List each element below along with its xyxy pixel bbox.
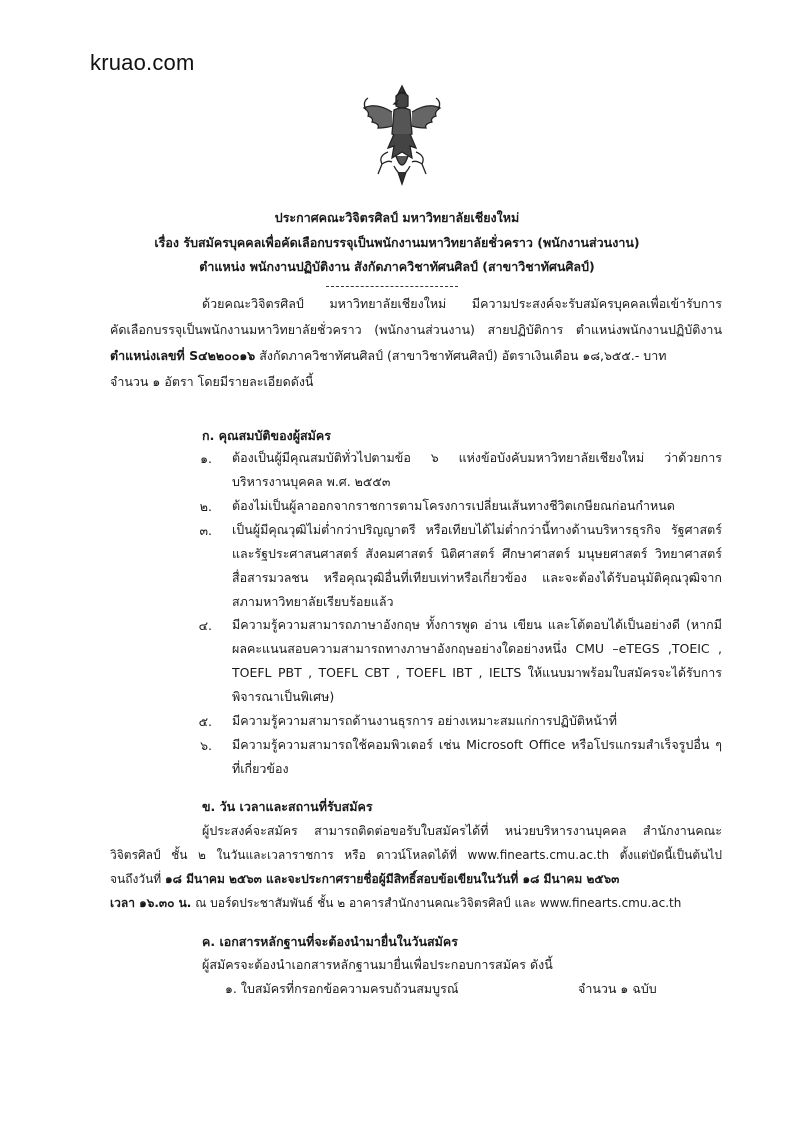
item-a2-number: ๒. bbox=[199, 499, 212, 514]
item-a1-number: ๑. bbox=[200, 451, 212, 466]
position-number: ตำแหน่งเลขที่ S๔๒๒๐๐๑๖ bbox=[110, 348, 256, 363]
item-a5-line-1: มีความรู้ความสามารถด้านงานธุรการ อย่างเหมาะสมแก่การปฏิบัติหน้าที่ bbox=[232, 713, 618, 728]
item-a1-line-2: บริหารงานบุคคล พ.ศ. ๒๕๕๓ bbox=[232, 474, 391, 489]
section-c-item-1-quantity: จำนวน ๑ ฉบับ bbox=[578, 981, 657, 996]
item-a6-line-2: ที่เกี่ยวข้อง bbox=[232, 761, 289, 776]
item-a3-line-4: สภามหาวิทยาลัยเรียบร้อยแล้ว bbox=[232, 594, 394, 609]
item-a5-number: ๕. bbox=[198, 714, 212, 729]
item-a3-line-1: เป็นผู้มีคุณวุฒิไม่ต่ำกว่าปริญญาตรี หรือเทียบได้ไม่ต่ำกว่านี้ทางด้านบริหารธุรกิจ รัฐศาสตร์ bbox=[232, 522, 722, 537]
item-a6-line-1: มีความรู้ความสามารถใช้คอมพิวเตอร์ เช่น Microsoft Office หรือโปรแกรมสำเร็จรูปอื่น ๆ bbox=[232, 737, 722, 752]
garuda-emblem bbox=[358, 82, 446, 186]
section-b-location: ณ บอร์ดประชาสัมพันธ์ ชั้น ๒ อาคารสำนักงานคณะวิจิตรศิลป์ และ www.finearts.cmu.ac.th bbox=[191, 896, 682, 910]
item-a3-line-3: สื่อสารมวลชน หรือคุณวุฒิอื่นที่เทียบเท่าหรือเกี่ยวข้อง และจะต้องได้รับอนุมัติคุณวุฒิจาก bbox=[232, 570, 722, 585]
item-a4-number: ๔. bbox=[198, 618, 212, 633]
announce-time: เวลา ๑๖.๓๐ น. bbox=[110, 896, 192, 910]
watermark-text: kruao.com bbox=[90, 50, 195, 75]
section-b-line-1: ผู้ประสงค์จะสมัคร สามารถติดต่อขอรับใบสมัครได้ที่ หน่วยบริหารงานบุคคล สำนักงานคณะ bbox=[202, 823, 722, 838]
intro-line-4: จำนวน ๑ อัตรา โดยมีรายละเอียดดังนี้ bbox=[110, 374, 314, 389]
section-b-line-2: วิจิตรศิลป์ ชั้น ๒ ในวันและเวลาราชการ หรือ ดาวน์โหลดได้ที่ www.finearts.cmu.ac.th ตั้งแต่บัดนี้เป็นต้นไป bbox=[110, 848, 722, 862]
section-b-line-3 bbox=[110, 870, 619, 888]
section-b-line-4 bbox=[110, 894, 681, 912]
item-a6-number: ๖. bbox=[200, 738, 212, 753]
intro-line-3 bbox=[110, 347, 722, 365]
item-a4-line-1: มีความรู้ความสามารถภาษาอังกฤษ ทั้งการพูด อ่าน เขียน และโต้ตอบได้เป็นอย่างดี (หากมี bbox=[232, 617, 722, 632]
intro-line-1: ด้วยคณะวิจิตรศิลป์ มหาวิทยาลัยเชียงใหม่ มีความประสงค์จะรับสมัครบุคคลเพื่อเข้ารับการ bbox=[202, 296, 722, 311]
announcement-subject: เรื่อง รับสมัครบุคคลเพื่อคัดเลือกบรรจุเป็นพนักงานมหาวิทยาลัยชั่วคราว (พนักงานส่วนงาน) bbox=[154, 235, 640, 250]
item-a3-number: ๓. bbox=[199, 523, 212, 538]
deadline-date: ๑๘ มีนาคม ๒๕๖๓ bbox=[165, 872, 262, 886]
section-c-line-1: ผู้สมัครจะต้องนำเอกสารหลักฐานมายื่นเพื่อประกอบการสมัคร ดังนี้ bbox=[202, 957, 553, 972]
item-a1-line-1: ต้องเป็นผู้มีคุณสมบัติทั่วไปตามข้อ ๖ แห่งข้อบังคับมหาวิทยาลัยเชียงใหม่ ว่าด้วยการ bbox=[232, 450, 722, 465]
item-a3-line-2: และรัฐประศาสนศาสตร์ สังคมศาสตร์ นิติศาสตร์ ศึกษาศาสตร์ มนุษยศาสตร์ วิทยาศาสตร์ bbox=[232, 546, 722, 561]
section-b-until-label: จนถึงวันที่ bbox=[110, 872, 166, 886]
announcement-position: ตำแหน่ง พนักงานปฏิบัติงาน สังกัดภาควิชาทัศนศิลป์ (สาขาวิชาทัศนศิลป์) bbox=[199, 259, 595, 274]
intro-line-3-rest: สังกัดภาควิชาทัศนศิลป์ (สาขาวิชาทัศนศิลป์) อัตราเงินเดือน ๑๘,๖๕๕.- บาท bbox=[255, 348, 667, 363]
section-c-title: ค. เอกสารหลักฐานที่จะต้องนำมายื่นในวันสมัคร bbox=[202, 934, 458, 949]
announce-date: ๑๘ มีนาคม ๒๕๖๓ bbox=[522, 872, 620, 886]
item-a4-line-2: ผลคะแนนสอบความสามารถทางภาษาอังกฤษอย่างใดอย่างหนึ่ง CMU –eTEGS ,TOEIC , bbox=[232, 641, 722, 656]
section-a-title: ก. คุณสมบัติของผู้สมัคร bbox=[202, 428, 331, 443]
item-a4-line-4: พิจารณาเป็นพิเศษ) bbox=[232, 689, 335, 704]
header-divider bbox=[326, 286, 458, 287]
section-c-item-1: ๑. ใบสมัครที่กรอกข้อความครบถ้วนสมบูรณ์ bbox=[225, 981, 459, 996]
item-a2-line-1: ต้องไม่เป็นผู้ลาออกจากราชการตามโครงการเปลี่ยนเส้นทางชีวิตเกษียณก่อนกำหนด bbox=[232, 498, 675, 513]
intro-line-2: คัดเลือกบรรจุเป็นพนักงานมหาวิทยาลัยชั่วคราว (พนักงานส่วนงาน) สายปฏิบัติการ ตำแหน่งพนักงานปฏิบัติงาน bbox=[110, 322, 722, 337]
section-b-title: ข. วัน เวลาและสถานที่รับสมัคร bbox=[202, 799, 373, 814]
announcement-title: ประกาศคณะวิจิตรศิลป์ มหาวิทยาลัยเชียงใหม่ bbox=[274, 210, 520, 225]
item-a4-line-3: TOEFL PBT , TOEFL CBT , TOEFL IBT , IELTS ให้แนบมาพร้อมใบสมัครจะได้รับการ bbox=[232, 665, 722, 680]
section-b-announce-text: และจะประกาศรายชื่อผู้มีสิทธิ์สอบข้อเขียนในวันที่ bbox=[261, 872, 523, 886]
